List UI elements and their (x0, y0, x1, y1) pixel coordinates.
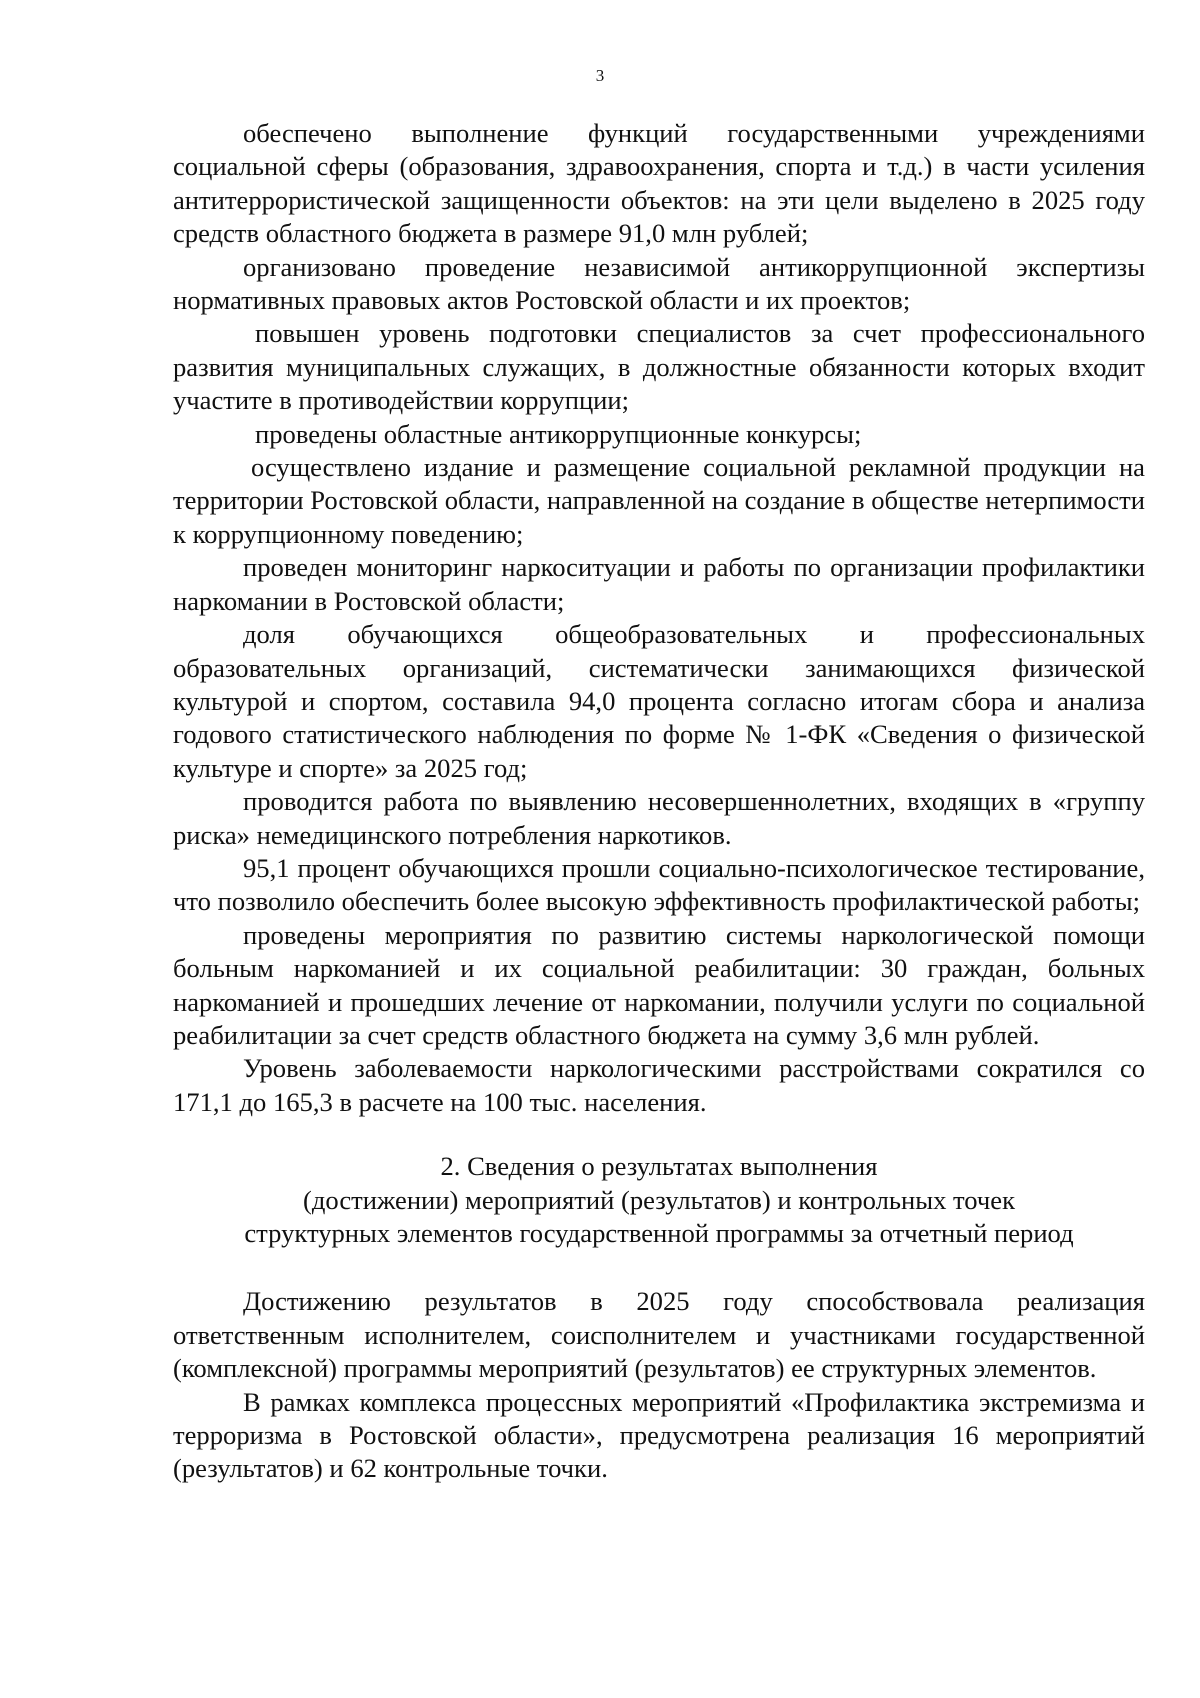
page-number: 3 (595, 66, 605, 85)
paragraph: проведены областные антикоррупционные конкурсы; (255, 418, 862, 449)
section-heading-line: 2. Сведения о результатах выполнения (440, 1151, 878, 1182)
paragraph: проводится работа по выявлению несовершеннолетних, входящих в «группу риска» немедицинского потребления наркотиков. (173, 786, 1145, 850)
paragraph: Достижению результатов в 2025 году способствовала реализация ответственным исполнителем, соисполнителем и участниками государственной (комплексной) программы мероприятий (результатов) ее структурных элементов. (173, 1286, 1145, 1384)
paragraph: проведен мониторинг наркоситуации и работы по организации профилактики наркомании в Ростовской области; (173, 552, 1145, 616)
paragraph: проведены мероприятия по развитию системы наркологической помощи больным наркоманией и их социальной реабилитации: 30 граждан, больных наркоманией и прошедших лечение от наркомании, получили услуги по социальной реабилитации за счет средств областного бюджета на сумму 3,6 млн рублей. (173, 919, 1145, 1050)
section-heading-line: структурных элементов государственной программы за отчетный период (244, 1218, 1074, 1248)
paragraph: доля обучающихся общеобразовательных и профессиональных образовательных организаций, систематически занимающихся физической культурой и спортом, составила 94,0 процента согласно итогам сбора и анализа годового статистического наблюдения по форме № 1-ФК «Сведения о физической культуре и спорте» за 2025 год; (173, 619, 1145, 783)
document-body (173, 117, 1145, 1486)
section-heading-line: (достижении) мероприятий (результатов) и контрольных точек (302, 1184, 1015, 1215)
paragraph: обеспечено выполнение функций государственными учреждениями социальной сферы (образования, здравоохранения, спорта и т.д.) в части усиления антитеррористической защищенности объектов: на эти цели выделено в 2025 году средств областного бюджета в размере 91,0 млн рублей; (173, 118, 1145, 249)
paragraph: Уровень заболеваемости наркологическими расстройствами сократился со 171,1 до 165,3 в расчете на 100 тыс. населения. (173, 1053, 1145, 1117)
paragraph: В рамках комплекса процессных мероприятий «Профилактика экстремизма и терроризма в Ростовской области», предусмотрена реализация 16 мероприятий (результатов) и 62 контрольные точки. (173, 1386, 1145, 1484)
paragraph: осуществлено издание и размещение социальной рекламной продукции на территории Ростовской области, направленной на создание в обществе нетерпимости к коррупционному поведению; (173, 452, 1145, 549)
paragraph: 95,1 процент обучающихся прошли социально-психологическое тестирование, что позволило обеспечить более высокую эффективность профилактической работы; (173, 852, 1145, 917)
paragraph: организовано проведение независимой антикоррупционной экспертизы нормативных правовых актов Ростовской области и их проектов; (173, 251, 1145, 316)
section-heading (173, 1150, 1145, 1250)
paragraph: повышен уровень подготовки специалистов за счет профессионального развития муниципальных служащих, в должностные обязанности которых входит участите в противодействии коррупции; (173, 318, 1145, 416)
